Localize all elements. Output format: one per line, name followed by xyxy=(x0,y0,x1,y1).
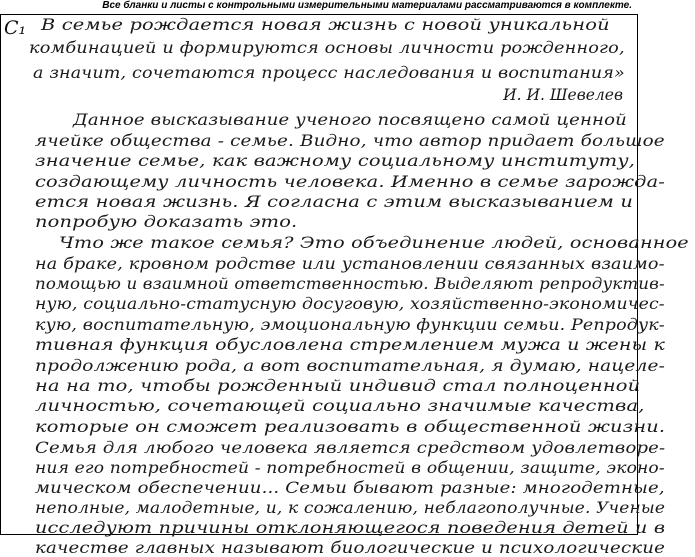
task-marker: C₁ xyxy=(4,17,27,39)
essay-line: качестве главных называют биологические и психологические xyxy=(35,539,666,557)
essay-line: личностью, сочетающей социально значимые качества, xyxy=(35,397,645,415)
essay-line: мическом обеспечении... Семьи бывают разные: многодетные, xyxy=(35,479,665,497)
essay-line: ется новая жизнь. Я согласна с этим высказыванием и xyxy=(35,193,634,211)
answer-sheet xyxy=(0,14,689,557)
essay-line: ния его потребностей - потребностей в общении, защите, эконо- xyxy=(35,459,665,477)
essay-line: которые он сможет реализовать в общественной жизни. xyxy=(35,418,666,436)
epigraph-line: а значит, сочетаются процесс наследования и воспитания» xyxy=(33,64,625,82)
essay-line: неполные, малодетные, и, к сожалению, неблагополучные. Ученые xyxy=(35,499,666,517)
essay-line: продолжению рода, а вот воспитательная, я думаю, нацеле- xyxy=(35,357,666,375)
epigraph-line: комбинацией и формируются основы личности рожденного, xyxy=(29,39,625,57)
essay-line: кую, воспитательную, эмоциональную функции семьи. Репродук- xyxy=(35,316,665,334)
essay-line: попробую доказать это. xyxy=(35,213,298,231)
essay-line: на на то, чтобы рожденный индивид стал полноценной xyxy=(35,377,641,395)
essay-line: создающему личность человека. Именно в семье зарожда- xyxy=(35,173,666,191)
header-note: Все бланки и листы с контрольными измерительными материалами рассматриваются в комплекте. xyxy=(102,0,632,11)
essay-line: Семья для любого человека является средством удовлетворе- xyxy=(35,439,666,457)
essay-line: ную, социально-статусную досуговую, хозяйственно-экономичес- xyxy=(35,295,665,313)
essay-line: Что же такое семья? Это объединение людей, основанное xyxy=(59,234,689,252)
essay-line: значение семье, как важному социальному институту, xyxy=(35,152,636,170)
essay-line: на браке, кровном родстве или установлении связанных взаимо- xyxy=(35,255,665,273)
essay-line: Данное высказывание ученого посвящено самой ценной xyxy=(73,111,627,129)
essay-line: помощью и взаимной ответственностью. Выделяют репродуктив- xyxy=(35,275,665,293)
essay-line: исследуют причины отклоняющегося поведения детей и в xyxy=(35,519,666,537)
epigraph-author: И. И. Шевелев xyxy=(503,86,623,104)
essay-line: тивная функция обусловлена стремлением мужа и жены к xyxy=(35,336,665,354)
epigraph-line: В семье рождается новая жизнь с новой уникальной xyxy=(41,16,610,34)
essay-line: ячейке общества - семье. Видно, что автор придает большое xyxy=(35,132,665,150)
